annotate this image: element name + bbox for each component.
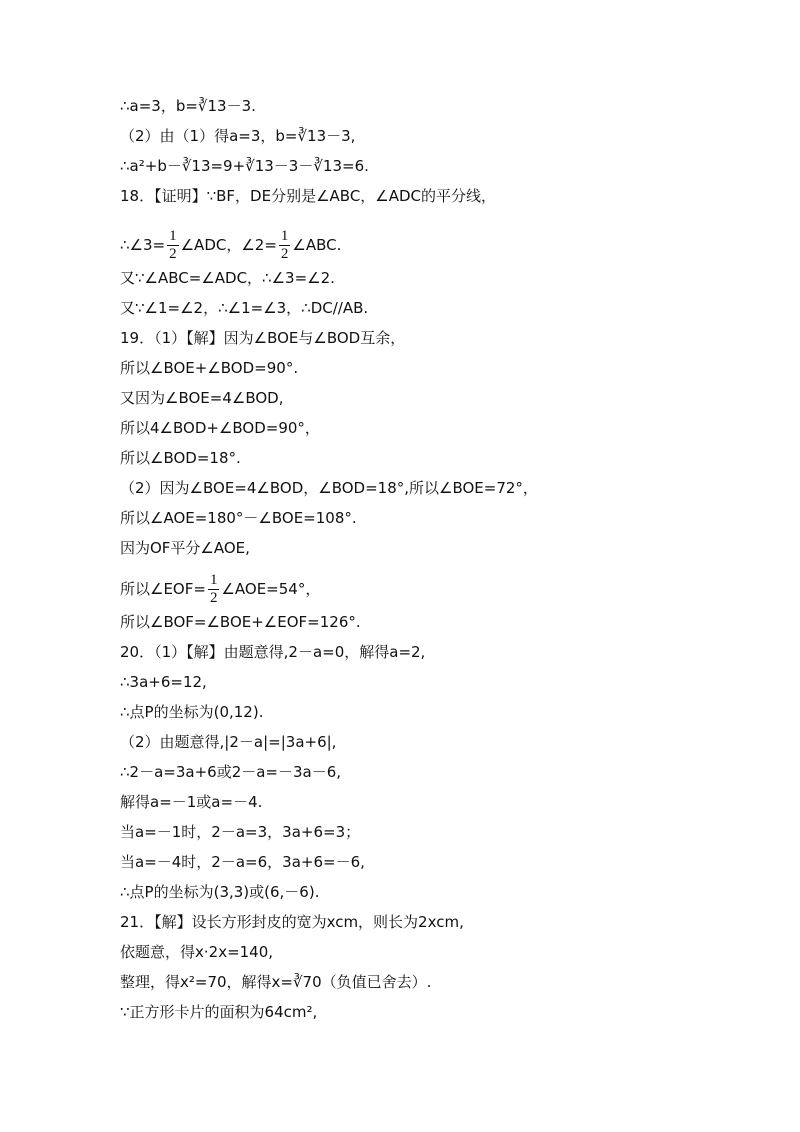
text-line: 又∵∠1=∠2，∴∠1=∠3，∴DC//AB. bbox=[120, 299, 369, 317]
text-line: 又∵∠ABC=∠ADC，∴∠3=∠2. bbox=[120, 269, 335, 287]
text-line: ∴点P的坐标为(0,12). bbox=[120, 703, 264, 721]
text-line: ∵正方形卡片的面积为64cm², bbox=[120, 1003, 318, 1021]
text-line: 18．【证明】∵BF，DE分别是∠ABC，∠ADC的平分线， bbox=[120, 187, 497, 205]
text-line: 所以∠BOE+∠BOD=90°. bbox=[120, 359, 299, 377]
text-line: 又因为∠BOE=4∠BOD, bbox=[120, 389, 284, 407]
text-line: 当a=－4时，2－a=6，3a+6=－6, bbox=[120, 853, 365, 871]
fraction-denominator: 2 bbox=[209, 590, 218, 606]
text-segment: ∠ABC. bbox=[292, 236, 342, 254]
text-line: 所以∠AOE=180°－∠BOE=108°. bbox=[120, 509, 357, 527]
text-line: ∴2－a=3a+6或2－a=－3a－6, bbox=[120, 763, 342, 781]
text-line: 整理，得x²=70，解得x=∛70（负值已舍去）. bbox=[120, 973, 432, 991]
text-segment: ∠AOE=54°， bbox=[221, 580, 321, 598]
text-line: ∴3a+6=12, bbox=[120, 673, 207, 691]
text-line: 21．【解】设长方形封皮的宽为xcm，则长为2xcm, bbox=[120, 913, 464, 931]
text-line: 19．（1）【解】因为∠BOE与∠BOD互余， bbox=[120, 329, 406, 347]
fraction-numerator: 1 bbox=[169, 228, 177, 244]
fraction-numerator: 1 bbox=[209, 572, 218, 588]
text-segment: ∠ADC，∠2= bbox=[180, 236, 277, 254]
fraction bbox=[279, 228, 291, 263]
text-line: ∴a=3，b=∛13－3. bbox=[120, 97, 256, 115]
fraction-numerator: 1 bbox=[280, 228, 289, 244]
text-line: 依题意，得x·2x=140, bbox=[120, 943, 274, 961]
text-line: 20．（1）【解】由题意得,2－a=0，解得a=2, bbox=[120, 643, 426, 661]
text-segment: ∴∠3= bbox=[120, 236, 166, 254]
text-line: 所以∠BOD=18°. bbox=[120, 449, 241, 467]
text-line: （2）由题意得,|2－a|=|3a+6|, bbox=[120, 733, 337, 751]
fraction bbox=[167, 228, 179, 263]
text-segment: 所以∠EOF= bbox=[120, 580, 206, 598]
text-line: （2）因为∠BOE=4∠BOD，∠BOD=18°,所以∠BOE=72°， bbox=[120, 479, 538, 497]
text-line: 所以4∠BOD+∠BOD=90°， bbox=[120, 419, 320, 437]
text-line: ∴点P的坐标为(3,3)或(6,－6). bbox=[120, 883, 320, 901]
text-line: ∴a²+b－∛13=9+∛13－3－∛13=6. bbox=[120, 157, 369, 175]
fraction-denominator: 2 bbox=[169, 246, 177, 262]
fraction-denominator: 2 bbox=[280, 246, 289, 262]
fraction bbox=[208, 572, 220, 607]
text-line: 因为OF平分∠AOE, bbox=[120, 539, 250, 557]
text-line: 当a=－1时，2－a=3，3a+6=3； bbox=[120, 823, 361, 841]
text-line: 解得a=－1或a=－4. bbox=[120, 793, 263, 811]
text-line-fraction bbox=[120, 572, 760, 607]
text-line: （2）由（1）得a=3，b=∛13－3, bbox=[120, 127, 356, 145]
text-line-fraction bbox=[120, 228, 760, 263]
text-line: 所以∠BOF=∠BOE+∠EOF=126°. bbox=[120, 613, 361, 631]
